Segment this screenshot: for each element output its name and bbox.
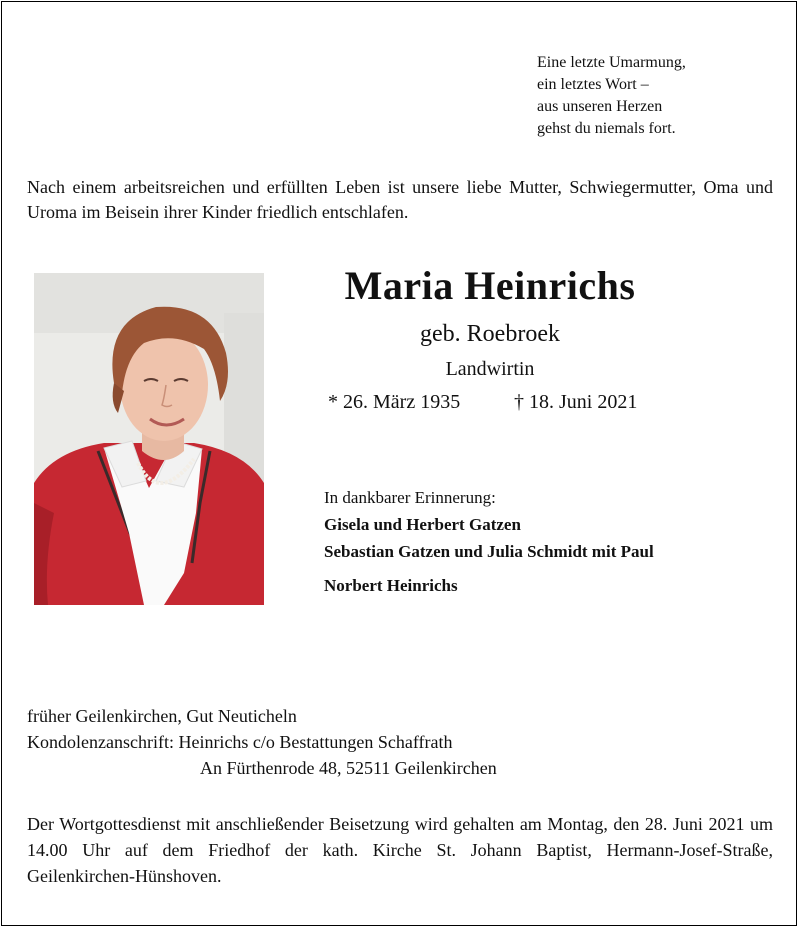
former-residence: früher Geilenkirchen, Gut Neuticheln (27, 706, 297, 726)
intro-text: Nach einem arbeitsreichen und erfüllten Leben ist unsere liebe Mutter, Schwiegermutter, Oma und Uroma im Beisein ihrer Kinder friedlich entschlafen. (27, 177, 773, 222)
mourner-name: Norbert Heinrichs (324, 576, 458, 595)
poem-line: Eine letzte Umarmung, (537, 54, 686, 71)
deceased-name: Maria Heinrichs (344, 263, 636, 308)
mourner-name: Sebastian Gatzen und Julia Schmidt mit Paul (324, 542, 654, 561)
portrait-photo (34, 273, 264, 605)
mourner-name: Gisela und Herbert Gatzen (324, 515, 521, 534)
poem-line: aus unseren Herzen (537, 98, 663, 115)
mourners-list (324, 485, 784, 600)
condolence-street: An Fürthenrode 48, 52511 Geilenkirchen (200, 758, 497, 778)
poem-line: gehst du niemals fort. (537, 120, 676, 137)
service-announcement: Der Wortgottesdienst mit anschließender Beisetzung wird gehalten am Montag, den 28. Juni 2021 um 14.00 Uhr auf dem Friedhof der kath. Kirche St. Johann Baptist, Hermann-Josef-Straße, Geilenkirchen-Hünshoven. (27, 814, 773, 886)
poem-line: ein letztes Wort – (537, 76, 649, 93)
birth-date: * 26. März 1935 (328, 391, 461, 413)
profession: Landwirtin (445, 358, 535, 380)
death-date: † 18. Juni 2021 (514, 391, 638, 413)
address-block (27, 703, 773, 781)
poem (537, 52, 777, 140)
condolence-address: Kondolenzanschrift: Heinrichs c/o Bestattungen Schaffrath (27, 732, 453, 752)
maiden-name: geb. Roebroek (420, 321, 560, 347)
mourners-heading: In dankbarer Erinnerung: (324, 488, 496, 507)
